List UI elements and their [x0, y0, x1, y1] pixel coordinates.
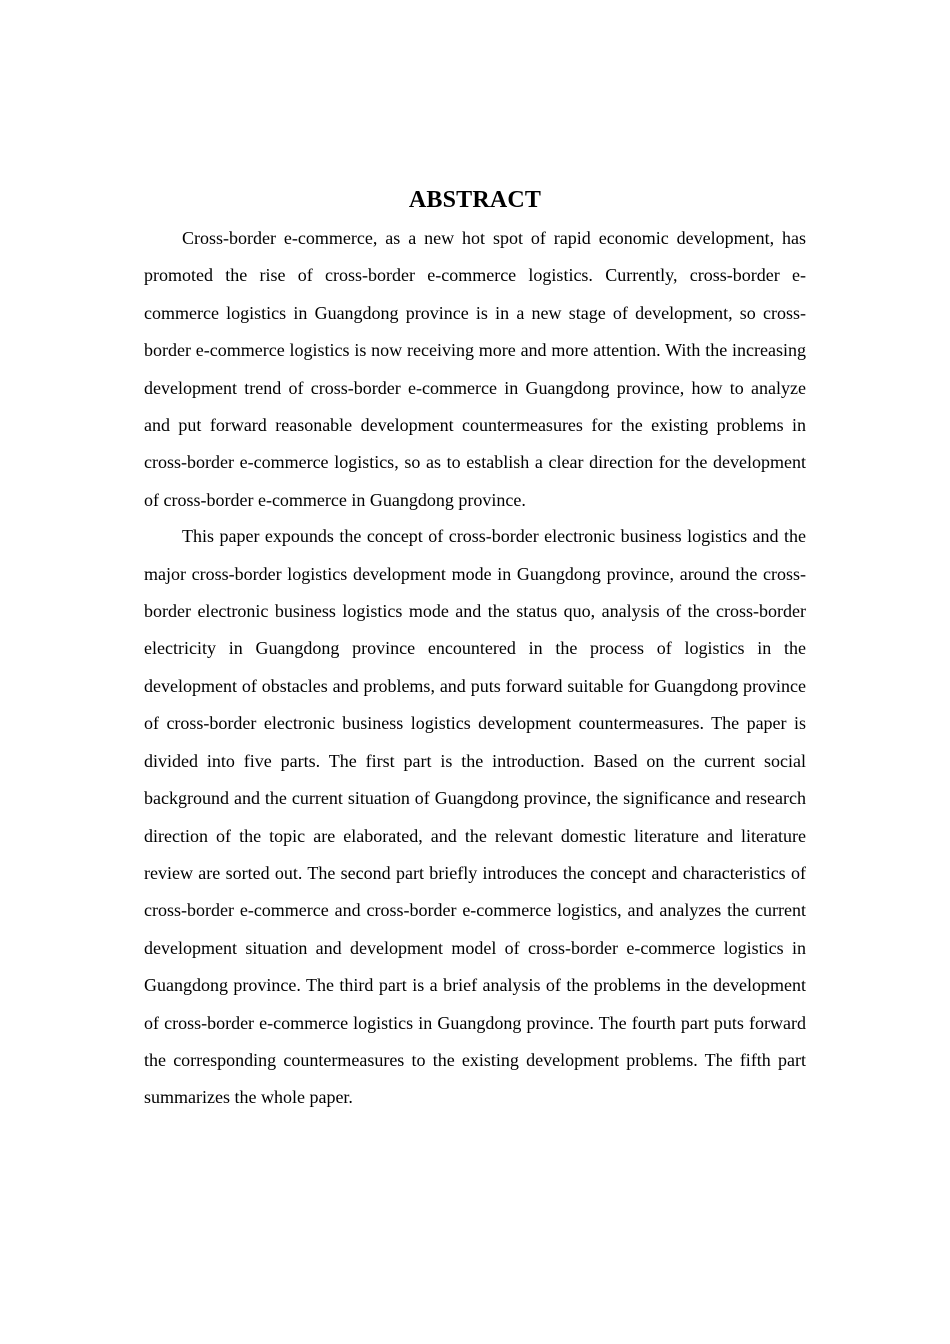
abstract-section: [144, 186, 806, 1117]
abstract-paragraph-1: Cross-border e-commerce, as a new hot spot of rapid economic development, has promoted the rise of cross-border e-commerce logistics. Currently, cross-border e-commerce logistics in Guangdong province is in a new stage of development, so cross-border e-commerce logistics is now receiving more and more attention. With the increasing development trend of cross-border e-commerce in Guangdong province, how to analyze and put forward reasonable development countermeasures for the existing problems in cross-border e-commerce logistics, so as to establish a clear direction for the development of cross-border e-commerce in Guangdong province.: [144, 228, 806, 510]
abstract-title: ABSTRACT: [408, 187, 542, 213]
abstract-paragraph-2: This paper expounds the concept of cross-border electronic business logistics and the major cross-border logistics development mode in Guangdong province, around the cross-border electronic business logistics mode and the status quo, analysis of the cross-border electricity in Guangdong province encountered in the process of logistics in the development of obstacles and problems, and puts forward suitable for Guangdong province of cross-border electronic business logistics development countermeasures. The paper is divided into five parts. The first part is the introduction. Based on the current social background and the current situation of Guangdong province, the significance and research direction of the topic are elaborated, and the relevant domestic literature and literature review are sorted out. The second part briefly introduces the concept and characteristics of cross-border e-commerce and cross-border e-commerce logistics, and analyzes the current development situation and development model of cross-border e-commerce logistics in Guangdong province. The third part is a brief analysis of the problems in the development of cross-border e-commerce logistics in Guangdong province. The fourth part puts forward the corresponding countermeasures to the existing development problems. The fifth part summarizes the whole paper.: [144, 526, 806, 1108]
